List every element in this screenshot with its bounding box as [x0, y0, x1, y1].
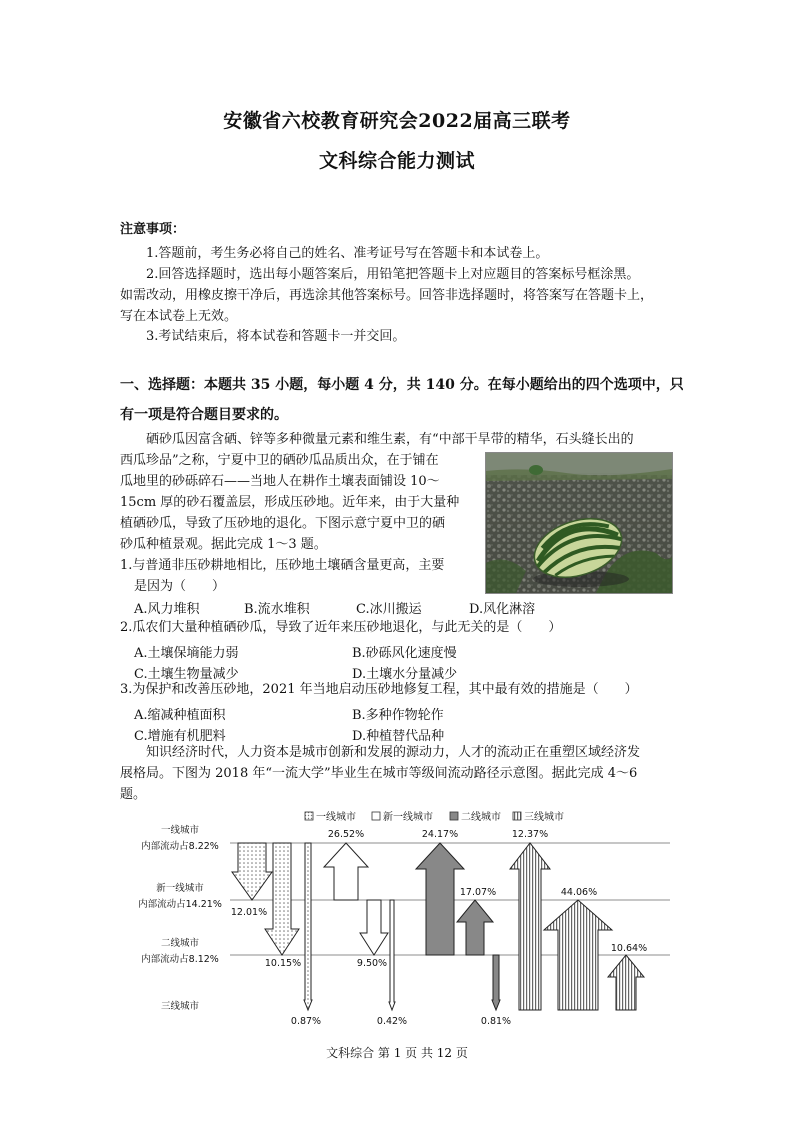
level-name-4: 三线城市 [160, 1001, 200, 1012]
notice-item-3: 3.考试结束后，将本试卷和答题卡一并交回。 [146, 329, 406, 344]
passage1-line-2: 西瓜珍品”之称，宁夏中卫的硒砂瓜品质出众，在于铺在 [120, 453, 439, 468]
flow-value-6: 0.42% [376, 1016, 408, 1027]
talent-flow-diagram [130, 805, 670, 1030]
flow-value-4: 26.52% [327, 829, 365, 840]
flow-value-8: 17.07% [459, 887, 497, 898]
notice-item-2-line-3: 写在本试卷上无效。 [120, 309, 238, 324]
q1-stem-line-1: 1.与普通非压砂耕地相比，压砂地土壤硒含量更高，主要 [120, 558, 445, 573]
flow-arrow-9 [492, 955, 500, 1010]
q1-option-b[interactable]: B.流水堆积 [244, 602, 310, 617]
passage1-line-4: 15cm 厚的砂石覆盖层，形成压砂地。近年来，由于大量种 [120, 495, 460, 510]
passage2-line-1: 知识经济时代，人力资本是城市创新和发展的源动力，人才的流动正在重塑区域经济发 [146, 745, 641, 760]
flow-arrow-8 [457, 900, 493, 955]
legend-swatch-3 [450, 812, 458, 820]
level-note-2: 内部流动占14.21% [138, 899, 222, 910]
flow-arrow-1 [232, 843, 272, 900]
q2-option-b[interactable]: B.砂砾风化速度慢 [352, 646, 457, 661]
flow-value-1: 12.01% [230, 907, 268, 918]
level-name-2: 新一线城市 [156, 883, 204, 894]
section-heading-line-1: 一、选择题：本题共 35 小题，每小题 4 分，共 140 分。在每小题给出的四个选项中，只 [120, 377, 684, 393]
flow-value-12: 10.64% [610, 943, 648, 954]
flow-arrow-10 [510, 843, 550, 1010]
legend [305, 810, 564, 823]
q1-stem-line-2: 是因为（ ） [134, 579, 226, 594]
q2-option-a[interactable]: A.土壤保墒能力弱 [134, 646, 239, 661]
legend-label-3: 二线城市 [461, 812, 501, 823]
notice-item-1: 1.答题前，考生务必将自己的姓名、准考证号写在答题卡和本试卷上。 [146, 246, 549, 261]
passage2-line-2: 展格局。下图为 2018 年“一流大学”毕业生在城市等级间流动路径示意图。据此完成 4～6 [120, 766, 638, 781]
flow-value-11: 44.06% [560, 887, 598, 898]
q2-option-d[interactable]: D.土壤水分量减少 [352, 667, 458, 682]
passage1-line-1: 硒砂瓜因富含硒、锌等多种微量元素和维生素，有“中部干旱带的精华，石头缝长出的 [146, 432, 634, 447]
legend-swatch-2 [372, 812, 380, 820]
flow-arrow-6 [389, 900, 395, 1010]
flow-arrow-4 [324, 843, 368, 900]
notice-item-2-line-2: 如需改动，用橡皮擦干净后，再选涂其他答案标号。回答非选择题时，将答案写在答题卡上， [120, 288, 654, 303]
passage1-line-6: 砂瓜种植景观。据此完成 1～3 题。 [120, 537, 327, 552]
q2-stem: 2.瓜农们大量种植硒砂瓜，导致了近年来压砂地退化，与此无关的是（ ） [120, 620, 562, 635]
section-heading-line-2: 有一项是符合题目要求的。 [120, 407, 288, 423]
passage1-line-5: 植硒砂瓜，导致了压砂地的退化。下图示意宁夏中卫的硒 [120, 516, 446, 531]
legend-swatch-4 [513, 812, 521, 820]
flow-value-9: 0.81% [480, 1016, 512, 1027]
flow-value-10: 12.37% [511, 829, 549, 840]
level-note-3: 内部流动占8.12% [141, 954, 219, 965]
q3-stem: 3.为保护和改善压砂地，2021 年当地启动压砂地修复工程，其中最有效的措施是（ ） [120, 682, 638, 697]
watermelon-illustration [486, 453, 672, 593]
notice-heading: 注意事项： [120, 222, 186, 237]
flow-value-3: 0.87% [290, 1016, 322, 1027]
q3-option-c[interactable]: C.增施有机肥料 [134, 729, 226, 744]
q1-option-c[interactable]: C.冰川搬运 [356, 602, 422, 617]
q2-option-c[interactable]: C.土壤生物量减少 [134, 667, 239, 682]
exam-title: 安徽省六校教育研究会2022届高三联考 [223, 110, 571, 132]
notice-item-2-line-1: 2.回答选择题时，选出每小题答案后，用铅笔把答题卡上对应题目的答案标号框涂黑。 [146, 267, 640, 282]
flow-arrow-5 [360, 900, 388, 955]
passage2-line-3: 题。 [120, 787, 147, 802]
level-name-3: 二线城市 [160, 938, 200, 949]
flow-value-7: 24.17% [421, 829, 459, 840]
passage1-line-3: 瓜地里的砂砾碎石——当地人在耕作土壤表面铺设 10～ [120, 474, 440, 489]
legend-label-4: 三线城市 [524, 812, 564, 823]
flow-arrow-3 [304, 843, 312, 1010]
q1-option-a[interactable]: A.风力堆积 [134, 602, 200, 617]
flow-arrow-7 [416, 843, 464, 955]
legend-swatch-1 [305, 812, 313, 820]
watermelon-field-photo [485, 452, 673, 594]
q3-option-b[interactable]: B.多种作物轮作 [352, 708, 444, 723]
exam-subtitle: 文科综合能力测试 [318, 150, 475, 172]
flow-value-2: 10.15% [264, 958, 302, 969]
page-footer: 文科综合 第 1 页 共 12 页 [326, 1046, 468, 1060]
flow-arrow-2 [265, 843, 299, 955]
q3-option-d[interactable]: D.种植替代品种 [352, 729, 445, 744]
flow-value-5: 9.50% [356, 958, 388, 969]
q3-option-a[interactable]: A.缩减种植面积 [134, 708, 226, 723]
flow-arrows [232, 843, 644, 1010]
legend-label-1: 一线城市 [316, 812, 356, 823]
q1-option-d[interactable]: D.风化淋溶 [469, 602, 536, 617]
level-note-1: 内部流动占8.22% [141, 841, 219, 852]
flow-arrow-12 [608, 955, 644, 1010]
level-name-1: 一线城市 [160, 825, 200, 836]
legend-label-2: 新一线城市 [383, 812, 433, 823]
